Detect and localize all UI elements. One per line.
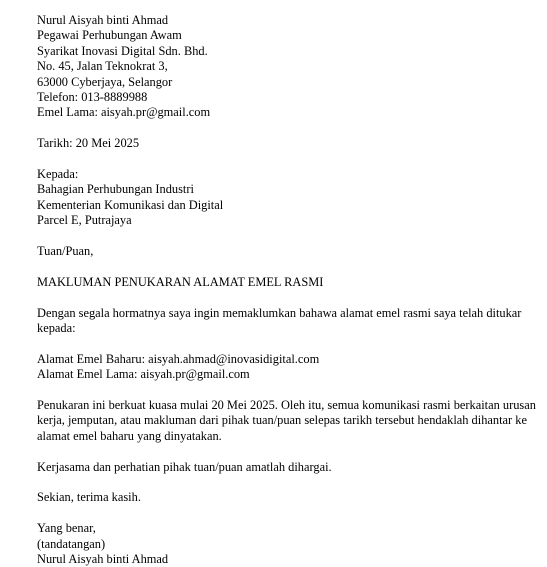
letter xyxy=(37,13,537,567)
recipient-block xyxy=(37,167,537,229)
signoff-regards: Yang benar, xyxy=(37,521,96,536)
signoff-name: Nurul Aisyah binti Ahmad xyxy=(37,552,169,567)
recipient-line2: Kementerian Komunikasi dan Digital xyxy=(37,197,224,212)
salutation: Tuan/Puan, xyxy=(37,244,94,259)
old-email-line: Alamat Emel Lama: aisyah.pr@gmail.com xyxy=(37,367,250,382)
sender-phone: Telefon: 013-8889988 xyxy=(37,90,148,105)
recipient-line3: Parcel E, Putrajaya xyxy=(37,213,132,228)
intro-paragraph: Dengan segala hormatnya saya ingin memaklumkan bahawa alamat emel rasmi saya telah ditukar kepada: xyxy=(37,305,522,336)
sender-old-email: Emel Lama: aisyah.pr@gmail.com xyxy=(37,105,211,120)
closing-line: Sekian, terima kasih. xyxy=(37,490,141,505)
sender-block xyxy=(37,13,537,121)
subject-line: MAKLUMAN PENUKARAN ALAMAT EMEL RASMI xyxy=(37,274,324,289)
sender-address-line2: 63000 Cyberjaya, Selangor xyxy=(37,74,173,89)
signoff-block xyxy=(37,521,537,567)
recipient-line1: Bahagian Perhubungan Industri xyxy=(37,182,194,197)
letter-date: Tarikh: 20 Mei 2025 xyxy=(37,136,140,151)
thanks-paragraph: Kerjasama dan perhatian pihak tuan/puan amatlah dihargai. xyxy=(37,459,332,474)
new-email-line: Alamat Emel Baharu: aisyah.ahmad@inovasidigital.com xyxy=(37,351,320,366)
recipient-label: Kepada: xyxy=(37,167,79,182)
signature-placeholder: (tandatangan) xyxy=(37,536,106,551)
sender-address-line1: No. 45, Jalan Teknokrat 3, xyxy=(37,59,168,74)
sender-name: Nurul Aisyah binti Ahmad xyxy=(37,13,169,27)
sender-company: Syarikat Inovasi Digital Sdn. Bhd. xyxy=(37,43,208,58)
sender-position: Pegawai Perhubungan Awam xyxy=(37,28,182,43)
effective-paragraph: Penukaran ini berkuat kuasa mulai 20 Mei 2025. Oleh itu, semua komunikasi rasmi berkaitan urusan kerja, jemputan, atau makluman dari pihak tuan/puan selepas tarikh tersebut hendaklah dihantar ke alamat emel baharu yang dinyatakan. xyxy=(37,398,536,443)
